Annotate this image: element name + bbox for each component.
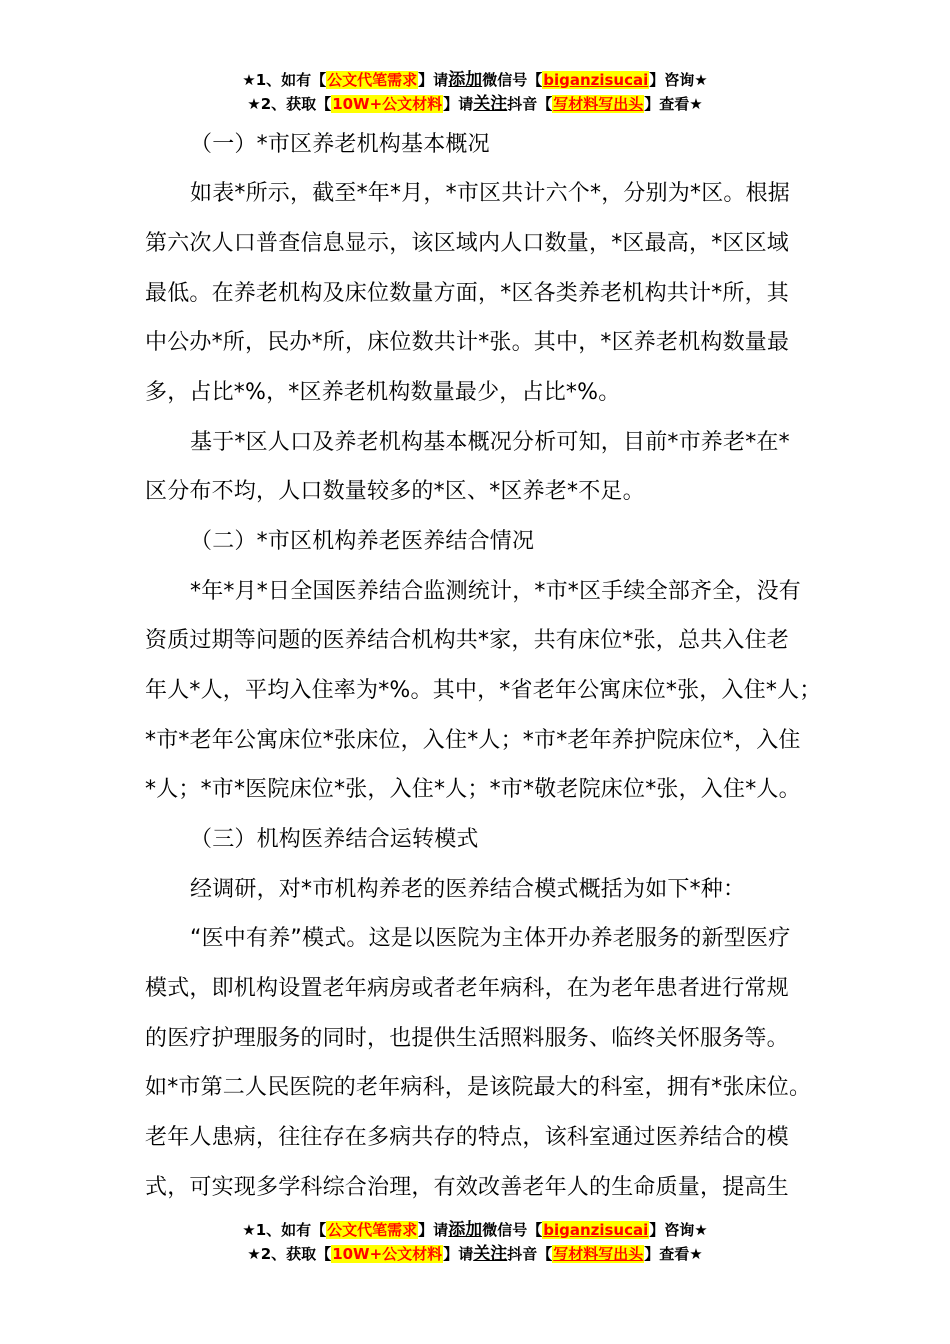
highlight-douyin-id: 写材料写出头 xyxy=(553,1245,644,1263)
promo-line-2: ★2、获取【10W+公文材料】请关注抖音【写材料写出头】查看★ xyxy=(247,1244,703,1264)
paragraph-line: 式，可实现多学科综合治理，有效改善老年人的生命质量，提高生 xyxy=(145,1175,789,1200)
paragraph-line: “医中有养”模式。这是以医院为主体开办养老服务的新型医疗 xyxy=(190,926,791,951)
highlight-service: 公文代笔需求 xyxy=(327,71,418,89)
paragraph-line: 如*市第二人民医院的老年病科，是该院最大的科室，拥有*张床位。 xyxy=(145,1075,812,1100)
highlight-materials: 10W+公文材料 xyxy=(332,95,443,113)
paragraph-line: 模式，即机构设置老年病房或者老年病科，在为老年患者进行常规 xyxy=(145,976,789,1001)
paragraph-line: *人；*市*医院床位*张，入住*人；*市*敬老院床位*张，入住*人。 xyxy=(145,777,801,802)
paragraph-line: 基于*区人口及养老机构基本概况分析可知，目前*市养老*在* xyxy=(190,430,790,455)
paragraph-line: 最低。在养老机构及床位数量方面，*区各类养老机构共计*所，其 xyxy=(145,281,790,306)
section-heading: （三）机构医养结合运转模式 xyxy=(190,827,479,852)
paragraph-line: 中公办*所，民办*所，床位数共计*张。其中，*区养老机构数量最 xyxy=(145,330,790,355)
highlight-douyin-id: 写材料写出头 xyxy=(553,95,644,113)
paragraph-line: 年人*人，平均入住率为*%。其中，*省老年公寓床位*张，入住*人； xyxy=(145,678,822,703)
highlight-materials: 10W+公文材料 xyxy=(332,1245,443,1263)
highlight-wechat-id: biganzisucai xyxy=(543,1221,649,1239)
paragraph-line: 老年人患病，往往存在多病共存的特点，该科室通过医养结合的模 xyxy=(145,1125,789,1150)
paragraph-line: *市*老年公寓床位*张床位，入住*人；*市*老年养护院床位*，入住 xyxy=(145,728,801,753)
paragraph-line: 经调研，对*市机构养老的医养结合模式概括为如下*种： xyxy=(190,877,746,902)
paragraph-line: *年*月*日全国医养结合监测统计，*市*区手续全部齐全，没有 xyxy=(190,579,802,604)
top-promo-banner xyxy=(0,68,950,116)
highlight-service: 公文代笔需求 xyxy=(327,1221,418,1239)
section-heading: （二）*市区机构养老医养结合情况 xyxy=(190,529,535,554)
paragraph-line: 资质过期等问题的医养结合机构共*家，共有床位*张，总共入住老 xyxy=(145,628,790,653)
promo-line-2: ★2、获取【10W+公文材料】请关注抖音【写材料写出头】查看★ xyxy=(247,94,703,114)
paragraph-line: 如表*所示，截至*年*月，*市区共计六个*，分别为*区。根据 xyxy=(190,181,791,206)
bottom-promo-banner xyxy=(0,1218,950,1266)
section-heading: （一）*市区养老机构基本概况 xyxy=(190,132,490,157)
promo-line-1: ★1、如有【公文代笔需求】请添加微信号【biganzisucai】咨询★ xyxy=(242,1220,708,1240)
paragraph-line: 多，占比*%，*区养老机构数量最少，占比*%。 xyxy=(145,380,621,405)
paragraph-line: 的医疗护理服务的同时，也提供生活照料服务、临终关怀服务等。 xyxy=(145,1026,789,1051)
highlight-wechat-id: biganzisucai xyxy=(543,71,649,89)
promo-line-1: ★1、如有【公文代笔需求】请添加微信号【biganzisucai】咨询★ xyxy=(242,70,708,90)
paragraph-line: 第六次人口普查信息显示，该区域内人口数量，*区最高，*区区域 xyxy=(145,231,790,256)
paragraph-line: 区分布不均，人口数量较多的*区、*区养老*不足。 xyxy=(145,479,645,504)
